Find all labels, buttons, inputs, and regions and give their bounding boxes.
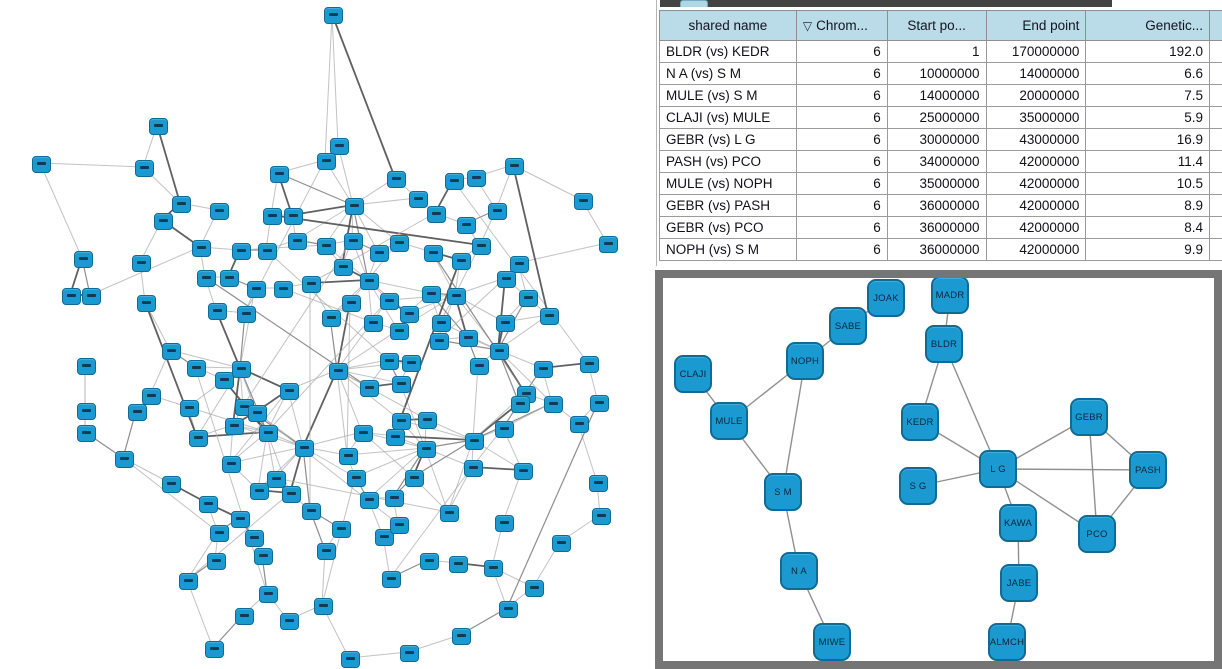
network-node[interactable] <box>427 206 446 223</box>
network-node[interactable] <box>77 425 96 442</box>
network-node[interactable] <box>324 7 343 24</box>
network-node[interactable] <box>400 306 419 323</box>
table-cell: MULE (vs) NOPH <box>660 173 797 195</box>
table-row[interactable] <box>660 107 1222 129</box>
network-node[interactable] <box>199 496 218 513</box>
table-cell: 42000000 <box>986 173 1086 195</box>
table-cell: 20000000 <box>986 85 1086 107</box>
network-node[interactable] <box>467 170 486 187</box>
network-node[interactable] <box>580 356 599 373</box>
network-node[interactable] <box>259 586 278 603</box>
network-node[interactable] <box>220 270 239 287</box>
table-cell: 36000000 <box>887 217 986 239</box>
network-node[interactable] <box>222 456 241 473</box>
network-node[interactable] <box>589 475 608 492</box>
network-node-l-g[interactable]: L G <box>979 450 1017 488</box>
subnetwork-view[interactable] <box>663 278 1214 661</box>
network-node[interactable] <box>400 645 419 662</box>
table-cell: 42000000 <box>986 195 1086 217</box>
network-node[interactable] <box>382 571 401 588</box>
network-node[interactable] <box>247 281 266 298</box>
attribute-table <box>659 10 1222 261</box>
network-edge[interactable] <box>123 458 218 532</box>
network-node[interactable] <box>225 418 244 435</box>
network-node[interactable] <box>347 470 366 487</box>
network-node[interactable] <box>417 441 436 458</box>
network-node-kedr[interactable]: KEDR <box>901 403 939 441</box>
column-header-shared-name[interactable]: shared name <box>660 11 797 41</box>
table-cell: 10000000 <box>887 63 986 85</box>
network-node[interactable] <box>497 271 516 288</box>
network-node[interactable] <box>574 193 593 210</box>
network-node[interactable] <box>135 160 154 177</box>
network-edge[interactable] <box>40 163 143 167</box>
table-cell: 16.9 <box>1086 129 1210 151</box>
table-cell-overflow <box>1209 63 1222 85</box>
network-node[interactable] <box>387 171 406 188</box>
table-cell: 10.5 <box>1086 173 1210 195</box>
network-node[interactable] <box>280 383 299 400</box>
network-node[interactable] <box>490 343 509 360</box>
network-node[interactable] <box>132 255 151 272</box>
network-node[interactable] <box>360 492 379 509</box>
table-cell: 8.9 <box>1086 195 1210 217</box>
table-cell: 192.0 <box>1086 41 1210 63</box>
network-node[interactable] <box>32 156 51 173</box>
network-node[interactable] <box>149 118 168 135</box>
network-node-bldr[interactable]: BLDR <box>925 325 963 363</box>
network-node[interactable] <box>488 203 507 220</box>
network-node[interactable] <box>210 203 229 220</box>
table-cell-overflow <box>1209 151 1222 173</box>
network-node[interactable] <box>259 425 278 442</box>
network-edge[interactable] <box>347 448 425 455</box>
network-edge[interactable] <box>322 477 355 605</box>
table-cell: 25000000 <box>887 107 986 129</box>
network-node[interactable] <box>472 238 491 255</box>
table-cell: GEBR (vs) PCO <box>660 217 797 239</box>
network-node-mule[interactable]: MULE <box>710 402 748 440</box>
network-node[interactable] <box>505 158 524 175</box>
table-cell-overflow <box>1209 239 1222 261</box>
network-node[interactable] <box>552 535 571 552</box>
network-node[interactable] <box>452 253 471 270</box>
network-node[interactable] <box>430 333 449 350</box>
network-node[interactable] <box>208 303 227 320</box>
table-cell: GEBR (vs) L G <box>660 129 797 151</box>
network-node[interactable] <box>322 310 341 327</box>
network-node[interactable] <box>329 363 348 380</box>
table-cell: 6 <box>796 217 887 239</box>
table-panel <box>656 0 1222 266</box>
network-node[interactable] <box>339 448 358 465</box>
column-header-start-point[interactable]: Start po... <box>887 11 986 41</box>
table-panel-tab[interactable] <box>680 0 708 7</box>
network-node[interactable] <box>295 440 314 457</box>
network-node[interactable] <box>254 548 273 565</box>
network-node[interactable] <box>452 628 471 645</box>
network-node[interactable] <box>282 486 301 503</box>
network-node[interactable] <box>342 295 361 312</box>
table-header-row <box>660 11 1222 41</box>
network-node[interactable] <box>77 358 96 375</box>
table-cell: 30000000 <box>887 129 986 151</box>
network-node[interactable] <box>232 361 251 378</box>
network-node[interactable] <box>464 460 483 477</box>
network-node-s-g[interactable]: S G <box>899 467 937 505</box>
network-node[interactable] <box>237 306 256 323</box>
network-node[interactable] <box>250 483 269 500</box>
table-cell: 43000000 <box>986 129 1086 151</box>
network-edge[interactable] <box>473 365 478 440</box>
network-node[interactable] <box>390 517 409 534</box>
network-node[interactable] <box>496 315 515 332</box>
table-cell: 6.6 <box>1086 63 1210 85</box>
network-node-miwe[interactable]: MIWE <box>813 623 851 661</box>
table-cell: N A (vs) S M <box>660 63 797 85</box>
network-node[interactable] <box>82 288 101 305</box>
table-row[interactable] <box>660 195 1222 217</box>
column-header-end-point[interactable]: End point <box>986 11 1086 41</box>
network-node[interactable] <box>232 243 251 260</box>
table-cell: MULE (vs) S M <box>660 85 797 107</box>
table-row[interactable] <box>660 173 1222 195</box>
network-node[interactable] <box>154 213 173 230</box>
network-node-kawa[interactable]: KAWA <box>999 504 1037 542</box>
table-cell: 9.9 <box>1086 239 1210 261</box>
network-node-s-m[interactable]: S M <box>764 473 802 511</box>
network-node-gebr[interactable]: GEBR <box>1070 398 1108 436</box>
network-node[interactable] <box>235 608 254 625</box>
network-node[interactable] <box>432 315 451 332</box>
table-cell-overflow <box>1209 107 1222 129</box>
table-cell: 6 <box>796 239 887 261</box>
network-node[interactable] <box>317 153 336 170</box>
network-node-almch[interactable]: ALMCH <box>988 623 1026 661</box>
table-cell: 35000000 <box>887 173 986 195</box>
network-edge[interactable] <box>40 163 82 258</box>
column-header-label: Chrom... <box>816 18 868 33</box>
table-cell: 6 <box>796 151 887 173</box>
table-cell: 6 <box>796 63 887 85</box>
network-node[interactable] <box>409 191 428 208</box>
network-node[interactable] <box>74 251 93 268</box>
column-header-overflow <box>1209 11 1222 41</box>
table-cell: 6 <box>796 129 887 151</box>
table-cell-overflow <box>1209 129 1222 151</box>
network-edge[interactable] <box>337 370 426 419</box>
network-node[interactable] <box>390 323 409 340</box>
subnetwork-panel <box>655 270 1222 669</box>
network-node[interactable] <box>519 290 538 307</box>
table-cell: 35000000 <box>986 107 1086 129</box>
network-node[interactable] <box>447 288 466 305</box>
panel-top-strip <box>660 0 1112 7</box>
table-cell-overflow <box>1209 41 1222 63</box>
sort-funnel-icon[interactable]: ▽ <box>802 19 813 33</box>
network-node[interactable] <box>334 259 353 276</box>
table-cell: 11.4 <box>1086 151 1210 173</box>
network-node[interactable] <box>274 281 293 298</box>
table-cell: 36000000 <box>887 195 986 217</box>
network-node[interactable] <box>385 490 404 507</box>
table-cell-overflow <box>1209 217 1222 239</box>
network-node[interactable] <box>302 276 321 293</box>
table-row[interactable] <box>660 151 1222 173</box>
network-node-pco[interactable]: PCO <box>1078 515 1116 553</box>
network-node[interactable] <box>422 286 441 303</box>
network-node[interactable] <box>210 525 229 542</box>
table-cell: 42000000 <box>986 151 1086 173</box>
network-node[interactable] <box>457 217 476 234</box>
network-node-n-a[interactable]: N A <box>780 552 818 590</box>
table-cell-overflow <box>1209 195 1222 217</box>
network-node[interactable] <box>592 508 611 525</box>
table-cell-overflow <box>1209 173 1222 195</box>
table-cell: NOPH (vs) S M <box>660 239 797 261</box>
network-node[interactable] <box>137 295 156 312</box>
network-edge[interactable] <box>240 288 255 368</box>
network-node[interactable] <box>263 208 282 225</box>
network-node[interactable] <box>354 425 373 442</box>
network-node[interactable] <box>364 315 383 332</box>
network-node[interactable] <box>392 376 411 393</box>
network-node-pash[interactable]: PASH <box>1129 451 1167 489</box>
table-cell: 7.5 <box>1086 85 1210 107</box>
network-node-claji[interactable]: CLAJI <box>674 355 712 393</box>
network-node[interactable] <box>390 235 409 252</box>
column-header-genetic[interactable]: Genetic... <box>1086 11 1210 41</box>
network-node[interactable] <box>424 245 443 262</box>
network-node[interactable] <box>360 273 379 290</box>
network-node[interactable] <box>207 553 226 570</box>
network-node[interactable] <box>317 238 336 255</box>
table-cell: GEBR (vs) PASH <box>660 195 797 217</box>
network-edge[interactable] <box>187 580 213 648</box>
network-node[interactable] <box>418 412 437 429</box>
network-node[interactable] <box>205 641 224 658</box>
network-node[interactable] <box>77 403 96 420</box>
network-node[interactable] <box>484 560 503 577</box>
network-node[interactable] <box>270 166 289 183</box>
network-node[interactable] <box>197 270 216 287</box>
network-node[interactable] <box>540 308 559 325</box>
network-node[interactable] <box>380 353 399 370</box>
table-cell: 6 <box>796 41 887 63</box>
column-header-chromosome[interactable] <box>796 11 887 41</box>
network-node[interactable] <box>302 503 321 520</box>
table-cell: 6 <box>796 107 887 129</box>
network-node[interactable] <box>440 505 459 522</box>
subnetwork-edge[interactable] <box>998 469 1148 470</box>
table-cell: BLDR (vs) KEDR <box>660 41 797 63</box>
network-node[interactable] <box>360 380 379 397</box>
network-node[interactable] <box>544 396 563 413</box>
network-node[interactable] <box>162 343 181 360</box>
table-cell: 6 <box>796 195 887 217</box>
network-node[interactable] <box>459 330 478 347</box>
network-node[interactable] <box>470 358 489 375</box>
network-node[interactable] <box>392 413 411 430</box>
table-cell: 36000000 <box>887 239 986 261</box>
network-node[interactable] <box>288 233 307 250</box>
network-node[interactable] <box>245 530 264 547</box>
network-node-joak[interactable]: JOAK <box>867 279 905 317</box>
table-cell: 8.4 <box>1086 217 1210 239</box>
table-cell: PASH (vs) PCO <box>660 151 797 173</box>
table-row[interactable] <box>660 217 1222 239</box>
network-node[interactable] <box>187 360 206 377</box>
network-node[interactable] <box>179 573 198 590</box>
network-node[interactable] <box>514 463 533 480</box>
table-row[interactable] <box>660 85 1222 107</box>
network-node[interactable] <box>115 451 134 468</box>
network-node[interactable] <box>380 293 399 310</box>
table-cell: 14000000 <box>986 63 1086 85</box>
table-cell: 42000000 <box>986 217 1086 239</box>
table-row[interactable] <box>660 41 1222 63</box>
table-cell-overflow <box>1209 85 1222 107</box>
network-node[interactable] <box>370 245 389 262</box>
table-cell: CLAJI (vs) MULE <box>660 107 797 129</box>
network-node[interactable] <box>267 471 286 488</box>
table-cell: 14000000 <box>887 85 986 107</box>
network-node[interactable] <box>332 521 351 538</box>
table-cell: 34000000 <box>887 151 986 173</box>
network-node[interactable] <box>172 196 191 213</box>
network-node[interactable] <box>570 416 589 433</box>
table-cell: 5.9 <box>1086 107 1210 129</box>
network-node[interactable] <box>445 173 464 190</box>
network-node[interactable] <box>317 543 336 560</box>
table-row[interactable] <box>660 129 1222 151</box>
network-edge[interactable] <box>332 14 338 145</box>
network-node[interactable] <box>142 388 161 405</box>
network-node-jabe[interactable]: JABE <box>1000 564 1038 602</box>
network-edge[interactable] <box>240 245 325 250</box>
network-node[interactable] <box>280 613 299 630</box>
table-row[interactable] <box>660 239 1222 261</box>
network-node[interactable] <box>405 470 424 487</box>
network-node[interactable] <box>314 598 333 615</box>
network-node[interactable] <box>511 396 530 413</box>
network-node[interactable] <box>525 580 544 597</box>
network-node[interactable] <box>344 233 363 250</box>
network-node[interactable] <box>386 429 405 446</box>
network-node[interactable] <box>499 601 518 618</box>
table-cell: 42000000 <box>986 239 1086 261</box>
network-node[interactable] <box>465 433 484 450</box>
network-node[interactable] <box>180 400 199 417</box>
table-row[interactable] <box>660 63 1222 85</box>
network-node[interactable] <box>62 288 81 305</box>
table-cell: 1 <box>887 41 986 63</box>
network-node[interactable] <box>449 556 468 573</box>
network-node[interactable] <box>402 355 421 372</box>
network-node[interactable] <box>231 511 250 528</box>
network-node[interactable] <box>128 404 147 421</box>
network-node[interactable] <box>420 553 439 570</box>
network-node[interactable] <box>495 421 514 438</box>
table-cell: 6 <box>796 85 887 107</box>
network-node-sabe[interactable]: SABE <box>829 307 867 345</box>
table-cell: 6 <box>796 173 887 195</box>
network-node[interactable] <box>192 240 211 257</box>
network-node[interactable] <box>495 515 514 532</box>
network-node[interactable] <box>341 651 360 668</box>
network-node[interactable] <box>248 405 267 422</box>
network-node[interactable] <box>345 198 364 215</box>
network-node-noph[interactable]: NOPH <box>786 342 824 380</box>
network-node[interactable] <box>258 243 277 260</box>
network-node[interactable] <box>599 236 618 253</box>
network-node[interactable] <box>590 395 609 412</box>
network-node[interactable] <box>189 430 208 447</box>
network-node[interactable] <box>162 476 181 493</box>
network-node-madr[interactable]: MADR <box>931 278 969 314</box>
network-node[interactable] <box>284 208 303 225</box>
table-cell: 170000000 <box>986 41 1086 63</box>
network-node[interactable] <box>534 361 553 378</box>
